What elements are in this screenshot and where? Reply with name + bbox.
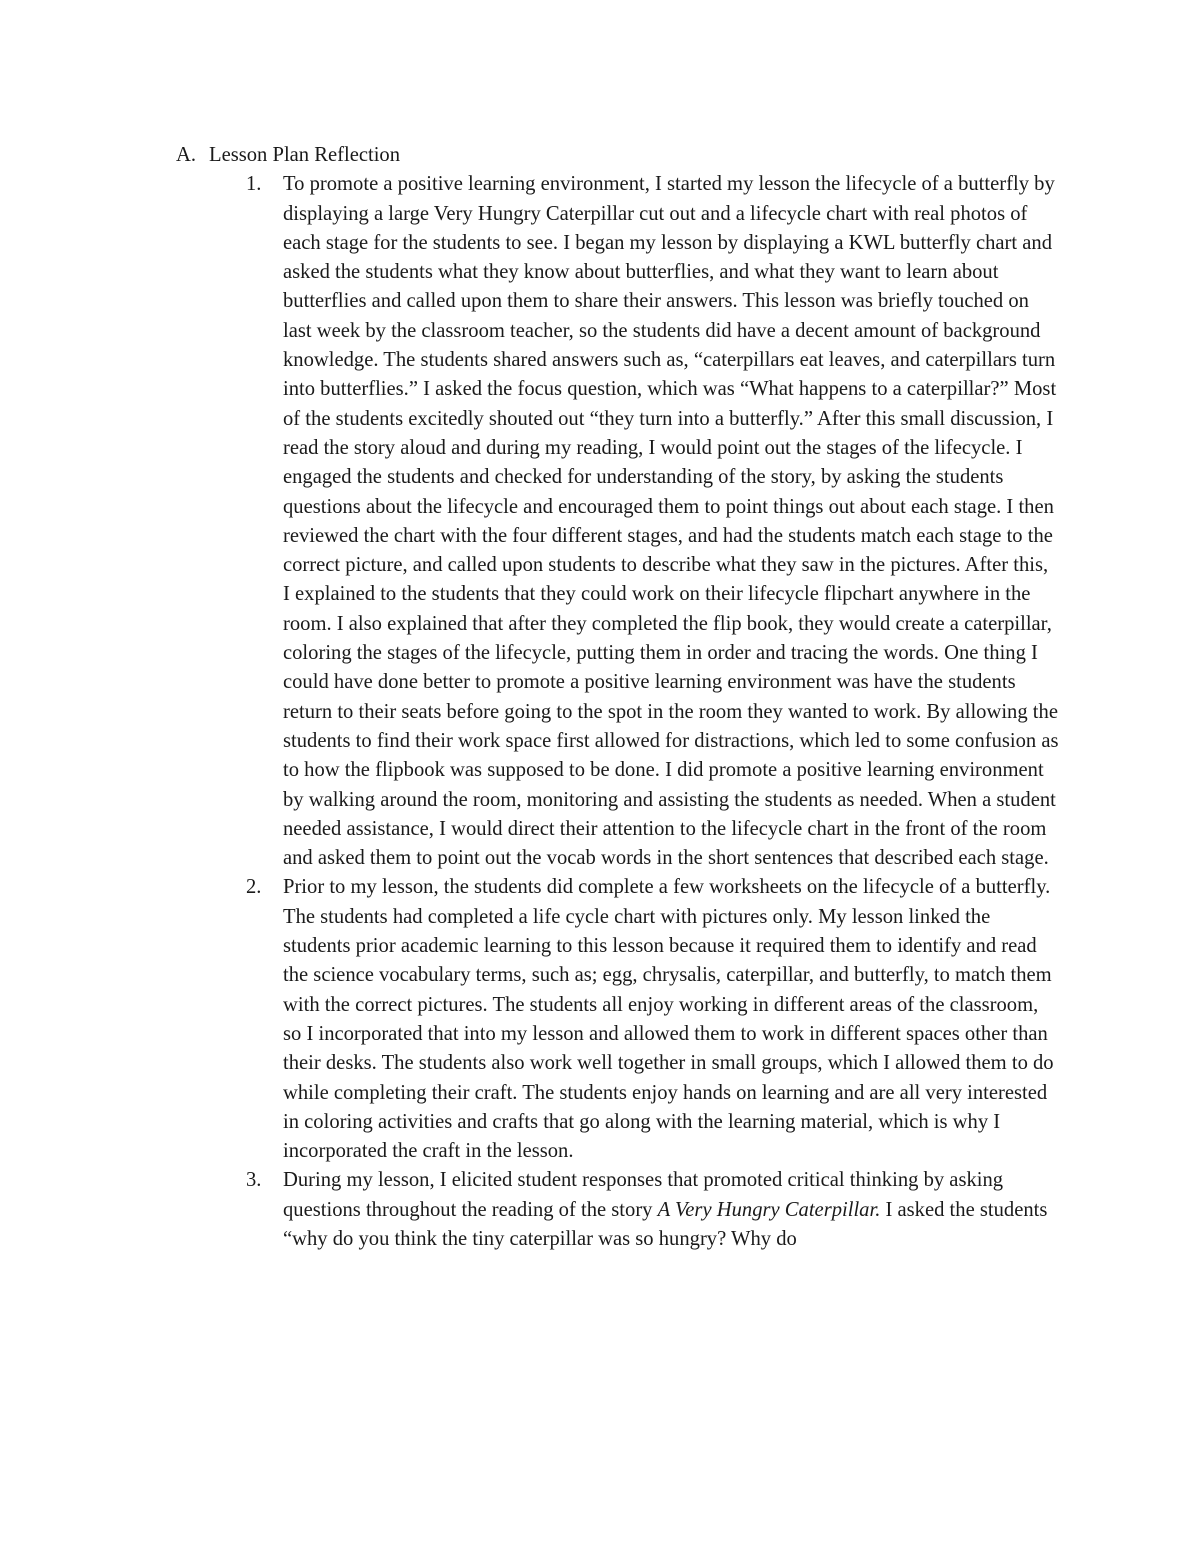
section-title: Lesson Plan Reflection bbox=[209, 144, 401, 166]
reflection-list bbox=[176, 170, 1060, 1254]
list-item-text: To promote a positive learning environment, I started my lesson the lifecycle of a butterfly by displaying a large Very Hungry Caterpillar cut out and a lifecycle chart with real photos of each stage for the students to see. I began my lesson by displaying a KWL butterfly chart and asked the students what they know about butterflies, and what they want to learn about butterflies and called upon them to share their answers. This lesson was briefly touched on last week by the classroom teacher, so the students did have a decent amount of background knowledge. The students shared answers such as, “caterpillars eat leaves, and caterpillars turn into butterflies.” I asked the focus question, which was “What happens to a caterpillar?” Most of the students excitedly shouted out “they turn into a butterfly.” After this small discussion, I read the story aloud and during my reading, I would point out the stages of the lifecycle. I engaged the students and checked for understanding of the story, by asking the students questions about the lifecycle and encouraged them to point things out about each stage. I then reviewed the chart with the four different stages, and had the students match each stage to the correct picture, and called upon students to describe what they saw in the pictures. After this, I explained to the students that they could work on their lifecycle flipchart anywhere in the room. I also explained that after they completed the flip book, they would create a caterpillar, coloring the stages of the lifecycle, putting them in order and tracing the words. One thing I could have done better to promote a positive learning environment was have the students return to their seats before going to the spot in the room they wanted to work. By allowing the students to find their work space first allowed for distractions, which led to some confusion as to how the flipbook was supposed to be done. I did promote a positive learning environment by walking around the room, monitoring and assisting the students as needed. When a student needed assistance, I would direct their attention to the lifecycle chart in the front of the room and asked them to point out the vocab words in the short sentences that described each stage. bbox=[283, 173, 1059, 870]
section-letter: A. bbox=[176, 144, 197, 166]
book-title: A Very Hungry Caterpillar. bbox=[657, 1198, 881, 1221]
document-body bbox=[176, 141, 1060, 1254]
list-item-number: 1. bbox=[246, 173, 262, 196]
list-item-number: 3. bbox=[246, 1169, 262, 1192]
list-item-number: 2. bbox=[246, 876, 262, 899]
text-segment: During my lesson, I elicited student responses that promoted critical thinking by asking questions throughout the reading of the story bbox=[283, 1169, 1004, 1221]
text-segment: I asked the students “why do you think the tiny caterpillar was so hungry? Why do bbox=[283, 1198, 1048, 1250]
list-item-text: Prior to my lesson, the students did complete a few worksheets on the lifecycle of a butterfly. The students had completed a life cycle chart with pictures only. My lesson linked the students prior academic learning to this lesson because it required them to identify and read the science vocabulary terms, such as; egg, chrysalis, caterpillar, and butterfly, to match them with the correct pictures. The students all enjoy working in different areas of the classroom, so I incorporated that into my lesson and allowed them to work in different spaces other than their desks. The students also work well together in small groups, which I allowed them to do while completing their craft. The students enjoy hands on learning and are all very interested in coloring activities and crafts that go along with the learning material, which is why I incorporated the craft in the lesson. bbox=[283, 876, 1054, 1163]
list-item bbox=[176, 170, 1060, 873]
list-item bbox=[176, 1166, 1060, 1254]
section-heading bbox=[176, 141, 1060, 170]
list-item-text bbox=[283, 1166, 1060, 1254]
list-item bbox=[176, 873, 1060, 1166]
